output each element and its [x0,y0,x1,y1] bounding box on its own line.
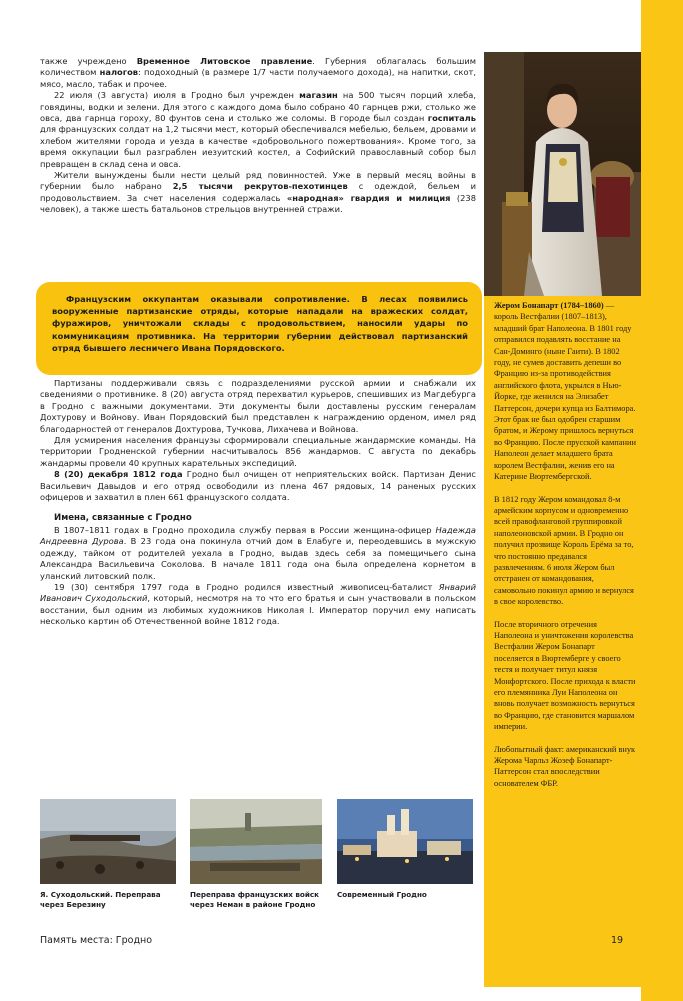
page-edge-strip [641,0,683,1001]
main-text-middle [40,378,476,628]
photo-caption: Я. Суходольский. Переправа через Березину [40,890,161,909]
painting-neman-crossing [190,799,322,884]
paragraph: Для усмирения населения французы сформировали специальные жандармские команды. На территории Гродненской губернии насчитывалось 856 жандармов. С августа по декабрь жандармы провели 40 крупных карательных экспедиций. [40,435,476,468]
photo-caption: Современный Гродно [337,890,427,899]
section-heading: Имена, связанные с Гродно [54,513,192,524]
portrait-jerome-bonaparte [484,52,641,296]
sidebar-paragraph: После вторичного отречения Наполеона и уничтожения королевства Вестфалии Жером Бонапарт поселяется в Вюртемберге у своего тестя и получает титул князя Монфортского. После прихода к власти его племянника Луи Наполеона он вновь получает возможность вернуться во Францию, где становится маршалом империи. [494,619,636,732]
sidebar-bio: Жером Бонапарт (1784–1860) — король Вестфалии (1807–1813), младший брат Наполеона. В 1801 году отправился подавлять восстание на Сан-Доминго (ныне Гаити). В 1802 году, не сумев доставить депеши во Францию из-за противодействия английского флота, укрылся в Нью-Йорке, где женился на Элизабет Паттерсон, дочери купца из Балтимора. Этот брак не был одобрен старшим братом, и Жерому пришлось вернуться во Францию. После прусской кампании Наполеон делает младшего брата королем Вестфалии, женив его на Катерине Вюртембергской. [494,301,636,482]
page-number: 19 [611,935,624,946]
paragraph: 19 (30) сентября 1797 года в Гродно родился известный живописец-баталист Январий Иванович Суходольский, который, несмотря на то что его братья и сын участвовали в польском восстании, был одним из любимых художников Николая I. Император поручил ему написать несколько картин об Отечественной войне 1812 года. [40,581,476,627]
paragraph: также учреждено Временное Литовское правление. Губерния облагалась большим количеством налогов: подоходный (в размере 1/7 части получаемого дохода), на напитки, скот, мясо, масло, табак и прочее. [40,56,476,89]
paragraph: Жители вынуждены были нести целый ряд повинностей. Уже в первый месяц войны в губернии было набрано 2,5 тысячи рекрутов-пехотинцев с одеждой, бельем и продовольствием. За счет населения содержалась «народная» гвардия и милиция (238 человек), а также шесть батальонов стрельцов внутренней стражи. [40,170,476,215]
footer-title: Память места: Гродно [40,935,153,946]
painting-berezina-crossing [40,799,176,884]
sidebar-paragraph: Любопытный факт: американский внук Жерома Чарльз Жозеф Бонапарт-Паттерсон стал впоследствии основателем ФБР. [494,744,636,788]
callout-text: Французским оккупантам оказывали сопротивление. В лесах появились вооруженные партизанские отряды, которые нападали на вражеских солдат, фуражиров, уничтожали склады с продовольствием, наносили удары по коммуникациям противника. На территории губернии действовал партизанский отряд бывшего лесничего Ивана Порядовского. [52,294,468,353]
sidebar-paragraph: В 1812 году Жером командовал 8-м армейским корпусом и одновременно всей правофланговой группировкой наполеоновской армии. В Гродно он получил прозвище Король Ерёма за то, что постоянно предавался развлечениям. 6 июля Жером был отстранен от командования, самовольно покинул армию и вернулся в свое королевство. [494,494,634,607]
paragraph: Партизаны поддерживали связь с подразделениями русской армии и снабжали их сведениями о противнике. 8 (20) августа отряд перехватил курьеров, спешивших из Магдебурга в Гродно с важными документами. Эти документы были доставлены русским генералам Дохтурову и Войнову. Иван Порядовский был представлен к награждению орденом, имел ряд благодарностей от генералов Дохтурова, Тучкова, Лихачева и Войнова. [40,378,476,434]
photo-caption: Переправа французских войск через Неман в районе Гродно [190,890,320,909]
paragraph: 8 (20) декабря 1812 года Гродно был очищен от неприятельских войск. Партизан Денис Васильевич Давыдов и его отряд освободили из плена 467 рядовых, 14 раненых русских офицеров и захватил в плен 661 французского солдата. [40,469,476,503]
sidebar-text [494,300,636,800]
callout-box [36,282,482,375]
paragraph: В 1807–1811 годах в Гродно проходила службу первая в России женщина-офицер Надежда Андреевна Дурова. В 23 года она покинула отчий дом в Елабуге и, переодевшись в мужскую одежду, тайком от родителей уехала в Гродно, выдав здесь себя за помещичьего сына Александра Васильевича Соколова. В начале 1811 года она была определена корнетом в уланский литовский полк. [40,524,476,581]
paragraph: 22 июля (3 августа) июля в Гродно был учрежден магазин на 500 тысяч порций хлеба, говядины, водки и зелени. Для этого с каждого дома было собрано 40 гарнцев ржи, столько же овса, два гарнца гороху, 80 фунтов сена и столько же соломы. В городе был создан госпиталь для французских солдат на 1,2 тысячи мест, который обеспечивался мебелью, бельем, дровами и хлебом жителями города и уезда в качестве «добровольного пожертвования». Кроме того, за время оккупации был разграблен иезуитский костел, а Софийский православный собор был превращен в склад сена и овса. [40,90,476,169]
main-text-top [40,56,476,216]
photo-modern-grodno [337,799,473,884]
